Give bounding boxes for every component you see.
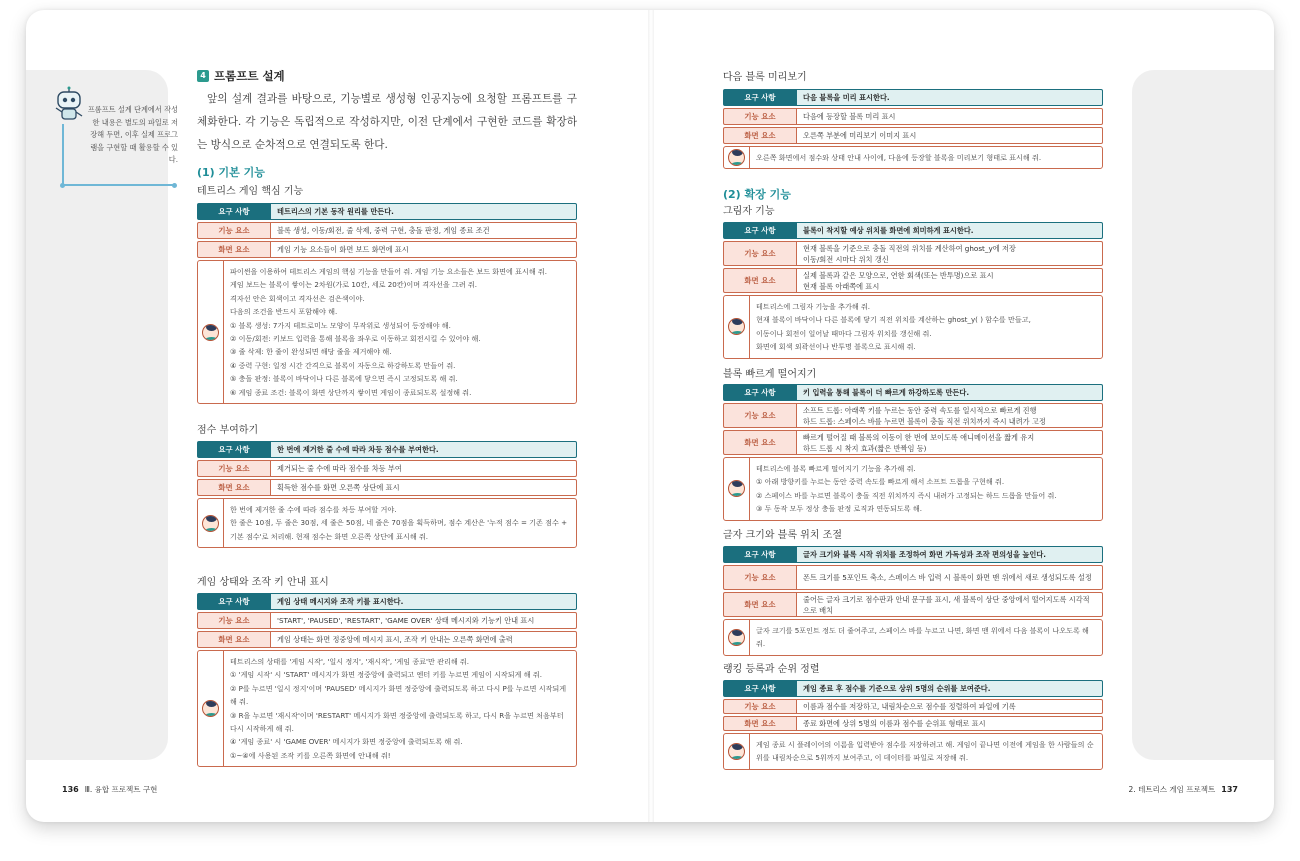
prompt-line: 파이썬을 이용하여 테트리스 게임의 핵심 기능을 만들어 줘. 게임 기능 요소들은 보드 화면에 표시해 줘. [230,267,548,276]
requirement-table [197,593,577,767]
running-head: Ⅲ. 융합 프로젝트 구현 [84,785,158,794]
prompt-line: 현재 블록이 바닥이나 다른 블록에 닿기 직전 위치를 계산하는 ghost_y( ) 함수를 만들고, [756,315,1031,325]
screen-value: 빠르게 떨어질 때 블록의 이동이 한 번에 보이도록 애니메이션을 짧게 유지 하드 드롭 시 착지 효과(짧은 반짝임 등) [797,430,1103,455]
user-avatar-icon [728,629,745,646]
basic-heading: (1) 기본 기능 [197,166,265,179]
prompt-text [224,261,576,403]
screen-label: 화면 요소 [723,127,797,144]
left-margin-panel [26,70,168,760]
prompt-line: ② 이동/회전: 키보드 입력을 통해 블록을 좌우로 이동하고 회전시킬 수 있어야 해. [230,334,481,344]
prompt-box [723,295,1103,359]
intro-paragraph: 앞의 설계 결과를 바탕으로, 기능별로 생성형 인공지능에 요청할 프롬프트를 구체화한다. 각 기능은 독립적으로 작성하지만, 이전 단계에서 구현한 코드를 확장하는 방식으로 순차적으로 연결되도록 한다. [197,93,577,151]
requirement-table [723,222,1103,359]
prompt-text [750,296,1102,358]
func-label: 기능 요소 [197,460,271,477]
prompt-line: ① '게임 시작' 시 'START' 메시지가 화면 정중앙에 출력되고 엔터 키를 누르면 게임이 시작되게 해 줘. [230,670,542,680]
req-label: 요구 사항 [723,680,797,697]
prompt-box [197,260,577,404]
prompt-text [750,458,1102,520]
screen-label: 화면 요소 [723,430,797,455]
screen-label: 화면 요소 [723,268,797,293]
requirement-table [723,546,1103,656]
func-value: 소프트 드롭: 아래쪽 키를 누르는 동안 중력 속도를 일시적으로 빠르게 진행 하드 드롭: 스페이스 바를 누르면 블록이 충돌 직전 위치까지 즉시 내려가 고정 [797,403,1103,428]
prompt-line: 이동이나 회전이 일어날 때마다 그림자 위치를 갱신해 줘. [756,328,932,338]
prompt-line: 격자선 안은 회색이고 격자선은 검은색이야. [230,293,365,303]
prompt-line: 게임 종료 시 플레이어의 이름을 입력받아 점수를 저장하려고 해. 게임이 끝나면 이전에 게임을 한 사람들의 순위를 내림차순으로 5위까지 보여주고, 이 데이터를 파일로 저장해 줘. [756,740,1094,763]
block-title: 다음 블록 미리보기 [723,72,807,83]
func-value: 폰트 크기를 5포인트 축소, 스페이스 바 입력 시 블록이 화면 맨 위에서 새로 생성되도록 설정 [797,565,1103,590]
prompt-line: ④ '게임 종료' 시 'GAME OVER' 메시지가 화면 정중앙에 출력되도록 해 줘. [230,737,463,747]
user-avatar-icon [728,149,745,166]
prompt-line: ② P를 누르면 '일시 정지'이며 'PAUSED' 메시지가 화면 정중앙에 출력되도록 하고 다시 P를 누르면 시작되게 해 줘. [230,683,567,707]
screen-value: 종료 화면에 상위 5명의 이름과 점수를 순위표 형태로 표시 [797,716,1103,731]
prompt-line: 오른쪽 화면에서 점수와 상태 안내 사이에, 다음에 등장할 블록을 미리보기 형태로 표시해 줘. [756,153,1042,162]
req-value: 다음 블록을 미리 표시한다. [797,89,1103,106]
req-label: 요구 사항 [723,222,797,239]
prompt-box [723,733,1103,770]
screen-value: 게임 상태는 화면 정중앙에 메시지 표시, 조작 키 안내는 오른쪽 화면에 출력 [271,631,577,648]
prompt-text [750,147,1102,168]
page-number: 137 [1221,785,1238,794]
func-label: 기능 요소 [723,108,797,125]
func-label: 기능 요소 [723,241,797,266]
screen-label: 화면 요소 [723,716,797,731]
screen-value: 오른쪽 부분에 미리보기 이미지 표시 [797,127,1103,144]
book-spread [26,10,1274,822]
req-value: 한 번에 제거한 줄 수에 따라 차등 점수를 부여한다. [271,441,577,458]
req-value: 글자 크기와 블록 시작 위치를 조정하여 화면 가독성과 조작 편의성을 높인다. [797,546,1103,563]
prompt-box [723,619,1103,656]
req-value: 테트리스의 기본 동작 원리를 만든다. [271,203,577,220]
section-title: 프롬프트 설계 [214,69,285,83]
screen-label: 화면 요소 [197,241,271,258]
requirement-table [197,203,577,404]
req-label: 요구 사항 [723,384,797,401]
req-label: 요구 사항 [197,203,271,220]
margin-tip-text: 프롬프트 설계 단계에서 작성한 내용은 별도의 파일로 저장해 두면, 이후 실제 프로그램을 구현할 때 활용할 수 있다. [87,105,178,164]
screen-label: 화면 요소 [197,631,271,648]
prompt-line: ④ 중력 구현: 일정 시간 간격으로 블록이 자동으로 하강하도록 만들어 줘. [230,360,456,370]
prompt-box [723,146,1103,169]
req-value: 게임 상태 메시지와 조작 키를 표시한다. [271,593,577,610]
user-avatar-icon [728,743,745,760]
section-heading [197,68,285,84]
extension-heading: (2) 확장 기능 [723,188,791,201]
right-folio [1129,784,1238,795]
screen-label: 화면 요소 [197,479,271,496]
prompt-line: ③ R을 누르면 '재시작'이며 'RESTART' 메시지가 화면 정중앙에 출력되도록 하고, 다시 R을 누르면 처음부터 다시 시작하게 해 줘. [230,710,564,734]
prompt-line: ⑥ 게임 종료 조건: 블록이 화면 상단까지 쌓이면 게임이 종료되도록 설정해 줘. [230,387,472,397]
requirement-table [723,384,1103,521]
block-title: 게임 상태와 조작 키 안내 표시 [197,577,329,588]
requirement-table [723,680,1103,770]
robot-icon [52,86,86,122]
block-title: 글자 크기와 블록 위치 조절 [723,530,842,541]
prompt-text [750,620,1102,655]
func-value: 다음에 등장할 블록 미리 표시 [797,108,1103,125]
func-value: 제거되는 줄 수에 따라 점수를 차등 부여 [271,460,577,477]
screen-value: 게임 기능 요소들이 화면 보드 화면에 표시 [271,241,577,258]
requirement-table [197,441,577,548]
section-number: 4 [197,70,209,82]
func-label: 기능 요소 [723,403,797,428]
req-value: 키 입력을 통해 블록이 더 빠르게 하강하도록 만든다. [797,384,1103,401]
prompt-line: ③ 줄 삭제: 한 줄이 완성되면 해당 줄을 제거해야 해. [230,347,392,357]
screen-label: 화면 요소 [723,592,797,617]
prompt-box [723,457,1103,521]
prompt-line: 게임 보드는 블록이 쌓이는 2차원(가로 10칸, 세로 20칸)이며 격자선을 그려 줘. [230,280,478,290]
prompt-line: ③ 두 동작 모두 정상 충돌 판정 로직과 연동되도록 해. [756,504,922,514]
screen-value: 줄어든 글자 크기로 점수판과 안내 문구를 표시, 새 블록이 상단 중앙에서 떨어지도록 시각적으로 배치 [797,592,1103,617]
user-avatar-icon [728,480,745,497]
prompt-line: ① 아래 방향키를 누르는 동안 중력 속도를 빠르게 해서 소프트 드롭을 구현해 줘. [756,477,1005,487]
tip-underline [62,184,174,186]
prompt-line: 한 번에 제거한 줄 수에 따라 점수를 차등 부여할 거야. [230,505,397,514]
req-label: 요구 사항 [197,441,271,458]
user-avatar-icon [202,324,219,341]
right-margin-panel [1132,70,1274,760]
requirement-table [723,89,1103,169]
running-head: 2. 테트리스 게임 프로젝트 [1128,785,1216,794]
book-gutter [648,10,654,822]
prompt-line: 테트리스에 그림자 기능을 추가해 줘. [756,302,871,311]
block-title: 랭킹 등록과 순위 정렬 [723,664,820,675]
prompt-line: 글자 크기를 5포인트 정도 더 줄여주고, 스페이스 바를 누르고 나면, 화면 맨 위에서 다음 블록이 나오도록 해 줘. [756,626,1089,649]
block-title: 그림자 기능 [723,206,775,217]
func-value: 블록 생성, 이동/회전, 줄 삭제, 중력 구현, 충돌 판정, 게임 종료 조건 [271,222,577,239]
prompt-line: ⑤ 충돌 판정: 블록이 바닥이나 다른 블록에 닿으면 즉시 고정되도록 해 줘. [230,374,458,384]
prompt-line: 테트리스에 블록 빠르게 떨어지기 기능을 추가해 줘. [756,464,916,473]
prompt-line: 다음의 조건을 반드시 포함해야 해. [230,307,338,317]
prompt-line: ①~④에 사용된 조작 키를 오른쪽 화면에 안내해 줘! [230,750,391,760]
prompt-text [750,734,1102,769]
func-value: 'START', 'PAUSED', 'RESTART', 'GAME OVER' 상태 메시지와 기능키 안내 표시 [271,612,577,629]
user-avatar-icon [202,515,219,532]
prompt-text [224,499,576,547]
block-title: 테트리스 게임 핵심 기능 [197,186,304,197]
screen-value: 실제 블록과 같은 모양으로, 연한 회색(또는 반투명)으로 표시 현재 블록 아래쪽에 표시 [797,268,1103,293]
func-label: 기능 요소 [197,612,271,629]
prompt-line: 테트리스의 상태를 '게임 시작', '일시 정지', '재시작', '게임 종료'만 관리해 줘. [230,657,470,666]
prompt-line: ① 블록 생성: 7가지 테트로미노 모양이 무작위로 생성되어 등장해야 해. [230,320,451,330]
req-label: 요구 사항 [723,89,797,106]
prompt-line: 한 줄은 10점, 두 줄은 30점, 세 줄은 50점, 네 줄은 70점을 획득하며, 점수 계산은 '누적 점수 = 기존 점수 + 기본 점수'로 처리해. 현재 점수는 화면 오른쪽 상단에 표시해 줘. [230,518,568,541]
req-label: 요구 사항 [197,593,271,610]
req-value: 블록이 착지할 예상 위치를 화면에 희미하게 표시한다. [797,222,1103,239]
user-avatar-icon [728,318,745,335]
req-label: 요구 사항 [723,546,797,563]
func-value: 이름과 점수를 저장하고, 내림차순으로 점수를 정렬하여 파일에 기록 [797,699,1103,714]
prompt-box [197,498,577,548]
screen-value: 획득한 점수를 화면 오른쪽 상단에 표시 [271,479,577,496]
prompt-line: ② 스페이스 바를 누르면 블록이 충돌 직전 위치까지 즉시 내려가 고정되는 하드 드롭을 만들어 줘. [756,490,1057,500]
block-title: 점수 부여하기 [197,425,259,436]
prompt-line: 화면에 회색 외곽선이나 반투명 블록으로 표시해 줘. [756,342,916,352]
req-value: 게임 종료 후 점수를 기준으로 상위 5명의 순위를 보여준다. [797,680,1103,697]
page-number: 136 [62,785,79,794]
block-title: 블록 빠르게 떨어지기 [723,369,817,380]
user-avatar-icon [202,700,219,717]
func-label: 기능 요소 [197,222,271,239]
func-label: 기능 요소 [723,699,797,714]
func-label: 기능 요소 [723,565,797,590]
left-folio [62,784,157,795]
prompt-text [224,651,576,766]
prompt-box [197,650,577,767]
tip-line [62,124,64,184]
func-value: 현재 블록을 기준으로 충돌 직전의 위치를 계산하여 ghost_y에 저장 이동/회전 시마다 위치 갱신 [797,241,1103,266]
